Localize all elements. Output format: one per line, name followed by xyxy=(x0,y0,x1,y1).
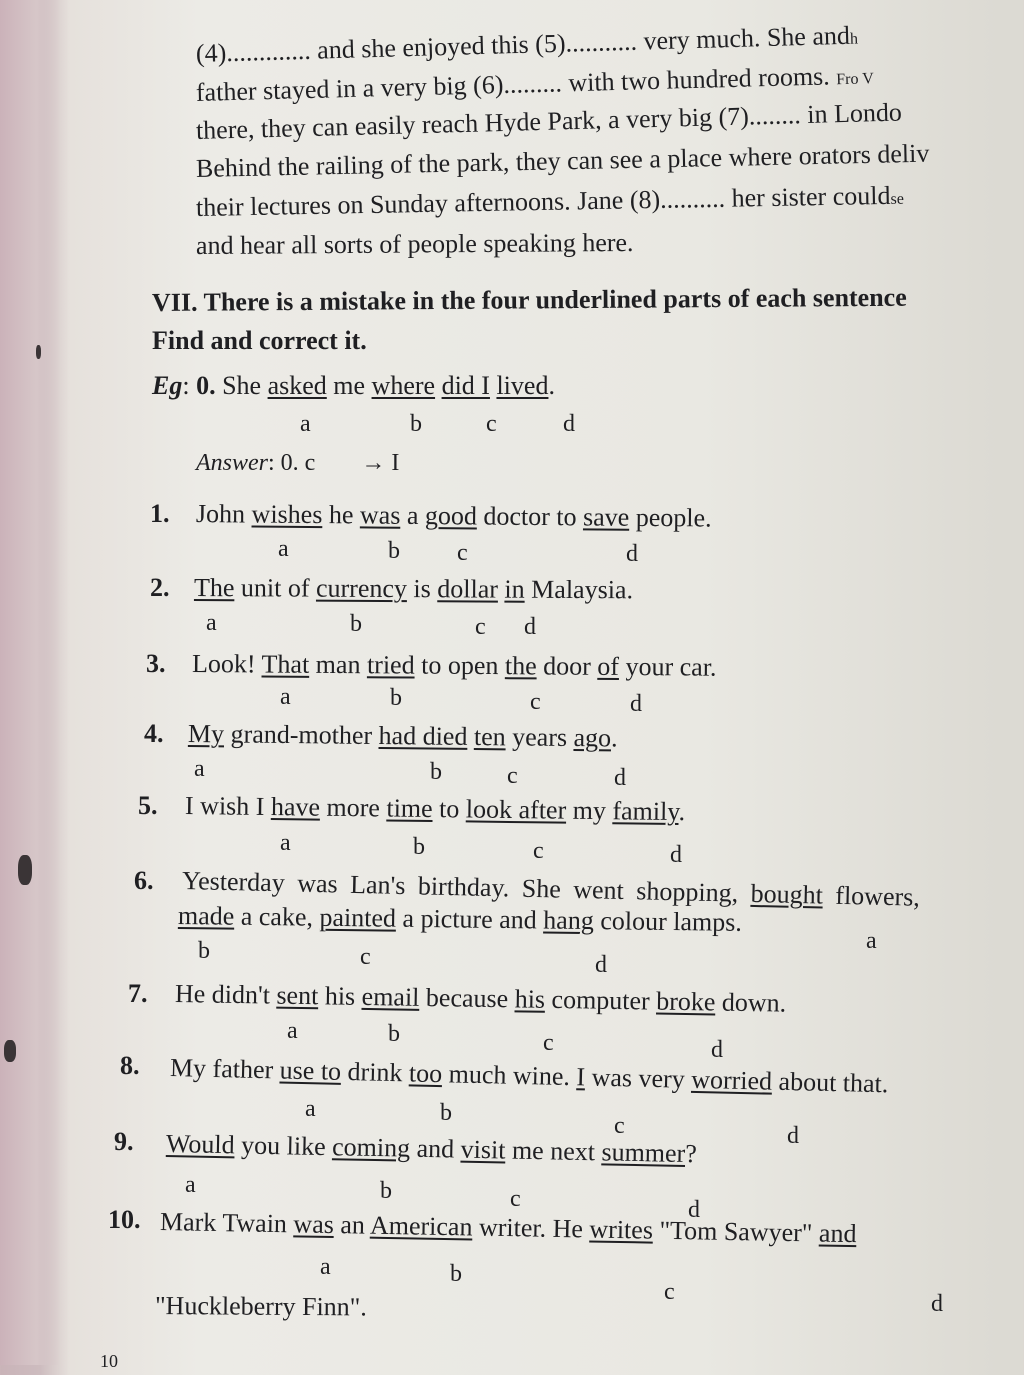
option-letter-c: c xyxy=(475,614,486,640)
sentence-text: . xyxy=(610,723,618,753)
underlined-part: his xyxy=(514,984,546,1014)
item-number: 9. xyxy=(114,1127,134,1156)
underlined-part: sent xyxy=(276,980,319,1011)
underlined-part: wishes xyxy=(251,499,323,530)
option-letter-b: b xyxy=(388,1021,400,1047)
sentence-text: flowers, xyxy=(822,880,921,912)
item-number: 7. xyxy=(128,979,148,1008)
sentence-text: down. xyxy=(715,987,787,1018)
option-letter-d: d xyxy=(614,765,626,791)
sentence-text: writer. He xyxy=(472,1212,590,1244)
underlined-part: coming xyxy=(331,1132,411,1163)
passage-line xyxy=(196,138,930,185)
option-letter-b: b xyxy=(440,1100,452,1126)
sentence-text: Mark Twain xyxy=(159,1207,294,1239)
sentence-text: I wish I xyxy=(184,791,272,822)
sentence-text: your car. xyxy=(618,651,717,682)
exercise-sentence xyxy=(175,978,787,1020)
sentence-text: years xyxy=(505,722,574,753)
underlined-part: American xyxy=(369,1210,473,1242)
sentence-text: is xyxy=(406,574,438,604)
option-letter-d: d xyxy=(711,1037,723,1063)
option-letter-c: c xyxy=(507,763,518,789)
option-letter-a: a xyxy=(320,1254,331,1280)
example-underlined-b: where xyxy=(371,371,436,400)
example-number: 0. xyxy=(196,371,216,400)
underlined-part: currency xyxy=(315,573,408,604)
option-letter-d: d xyxy=(626,541,638,567)
option-letter-a: a xyxy=(280,830,291,856)
option-letter-d: d xyxy=(630,691,642,717)
page-number: 10 xyxy=(100,1351,118,1371)
answer-correction: → I xyxy=(361,450,400,476)
sentence-text: to xyxy=(432,794,467,824)
option-letter-d: d xyxy=(524,614,536,640)
binding-mark xyxy=(18,855,32,885)
underlined-part: My xyxy=(187,719,225,749)
sentence-text: Look! xyxy=(191,649,262,679)
sentence-text: John xyxy=(195,499,252,529)
option-letter-a: a xyxy=(305,1096,316,1122)
exercise-sentence xyxy=(185,790,686,828)
underlined-part: hang xyxy=(543,905,594,936)
sentence-text: about that. xyxy=(771,1066,889,1099)
underlined-part: dollar xyxy=(437,574,499,604)
option-letter-c: c xyxy=(510,1186,521,1212)
page-edge xyxy=(0,0,60,1365)
option-letter-d: d xyxy=(688,1197,700,1223)
sentence-text: more xyxy=(319,792,387,823)
example-underlined-c: did I xyxy=(441,371,490,400)
underlined-part: broke xyxy=(655,986,716,1017)
option-letter-a: a xyxy=(287,1018,298,1044)
sentence-text: Malaysia. xyxy=(524,574,634,605)
option-letter-c: c xyxy=(533,838,544,864)
option-letter-b: b xyxy=(350,611,362,637)
underlined-part: in xyxy=(504,574,525,604)
option-letter-d: d xyxy=(787,1123,799,1149)
option-letter-b: b xyxy=(430,759,442,785)
underlined-part: have xyxy=(270,792,321,822)
underlined-part: Would xyxy=(165,1129,235,1160)
option-letter-b: b xyxy=(388,538,400,564)
exercise-sentence xyxy=(160,1206,857,1250)
underlined-part: ago xyxy=(573,723,612,753)
underlined-part: was xyxy=(359,500,401,530)
example-underlined-d: lived xyxy=(496,371,549,400)
underlined-part: save xyxy=(582,502,630,532)
underlined-part: too xyxy=(408,1058,443,1089)
item-number: 6. xyxy=(134,866,154,895)
sentence-text: . xyxy=(678,797,686,827)
exercise-sentence xyxy=(196,498,712,534)
underlined-part: email xyxy=(361,981,420,1012)
sentence-text: "Tom Sawyer" xyxy=(652,1215,820,1248)
sentence-text: man xyxy=(309,649,368,680)
example-letter-b: b xyxy=(410,411,422,437)
sentence-text: a cake, xyxy=(234,901,320,932)
underlined-part: good xyxy=(424,500,478,531)
exercise-sentence xyxy=(170,1052,889,1100)
underlined-part: the xyxy=(504,651,537,681)
sentence-text: and xyxy=(409,1133,461,1164)
binding-mark xyxy=(4,1040,16,1062)
section-heading-line-2: Find and correct it. xyxy=(152,326,367,355)
item-number: 1. xyxy=(150,499,170,528)
sentence-text: unit of xyxy=(234,573,317,603)
sentence-text: an xyxy=(333,1210,371,1240)
underlined-part: had died xyxy=(378,720,468,751)
section-heading-line-1: VII. There is a mistake in the four underlined parts of each sentence xyxy=(151,282,907,317)
sentence-text: to open xyxy=(414,650,506,681)
underlined-part: That xyxy=(261,649,310,679)
underlined-part: tried xyxy=(366,650,415,680)
answer-value: : 0. c xyxy=(268,450,316,476)
passage-line xyxy=(196,227,634,262)
answer-label: Answer xyxy=(196,450,268,476)
option-letter-a: a xyxy=(278,536,289,562)
sentence-text: much wine. xyxy=(441,1059,577,1092)
option-letter-b: b xyxy=(413,834,425,860)
option-letter-c: c xyxy=(614,1113,625,1139)
option-letter-b: b xyxy=(450,1261,462,1287)
section-instruction xyxy=(152,325,367,357)
item-number: 8. xyxy=(120,1051,140,1080)
passage-text: their lectures on Sunday afternoons. Jane (8).......... her sister could xyxy=(195,180,891,222)
underlined-part: ten xyxy=(473,721,506,752)
underlined-part: I xyxy=(576,1062,586,1092)
option-letter-d: d xyxy=(670,842,682,868)
sentence-text: He didn't xyxy=(174,979,277,1010)
option-letter-c: c xyxy=(530,689,541,715)
item-number: 10. xyxy=(108,1205,141,1234)
option-letter-c: c xyxy=(664,1279,675,1305)
underlined-part: of xyxy=(597,651,620,681)
sentence-text: he xyxy=(322,500,361,530)
example-letter-c: c xyxy=(486,411,497,437)
example-word: me xyxy=(333,371,366,400)
sentence-text: ? xyxy=(684,1138,698,1169)
passage-cutoff-text: h xyxy=(849,30,859,48)
example-underlined-a: asked xyxy=(267,371,327,400)
sentence-text: because xyxy=(419,982,515,1014)
option-letter-d: d xyxy=(595,952,607,978)
sentence-text: was very xyxy=(584,1062,692,1094)
underlined-part: time xyxy=(386,793,433,824)
underlined-part: worried xyxy=(690,1064,773,1096)
sentence-text: me next xyxy=(505,1135,602,1167)
sentence-text: a picture and xyxy=(395,903,544,935)
example-colon: : xyxy=(182,371,190,400)
option-letter-b: b xyxy=(380,1178,392,1204)
option-letter-c: c xyxy=(360,944,371,970)
option-letter-d: d xyxy=(931,1291,943,1317)
exercise-sentence xyxy=(188,718,618,754)
option-letter-a: a xyxy=(866,928,877,954)
option-letter-a: a xyxy=(185,1172,196,1198)
sentence-text: his xyxy=(318,981,362,1011)
example-label: Eg xyxy=(152,371,183,400)
underlined-part: and xyxy=(818,1218,857,1249)
exercise-sentence xyxy=(194,572,633,606)
underlined-part: The xyxy=(193,573,235,603)
sentence-text: "Huckleberry Finn". xyxy=(154,1291,367,1322)
underlined-part: was xyxy=(293,1209,335,1240)
underlined-part: painted xyxy=(319,902,397,933)
underlined-part: look after xyxy=(465,794,567,825)
option-letter-b: b xyxy=(390,685,402,711)
passage-text: there, they can easily reach Hyde Park, a very big (7)........ in Londo xyxy=(195,97,903,145)
sentence-text: Yesterday was Lan's birthday. She went shopping, xyxy=(181,866,751,908)
sentence-text: a xyxy=(400,500,426,530)
item-number: 3. xyxy=(146,649,166,678)
option-letter-a: a xyxy=(194,756,205,782)
example-letter-d: d xyxy=(563,411,575,437)
example-word: She xyxy=(222,371,262,400)
underlined-part: use to xyxy=(279,1055,342,1086)
example-period: . xyxy=(548,371,555,400)
section-heading xyxy=(152,282,907,319)
underlined-part: family xyxy=(612,796,679,827)
underlined-part: visit xyxy=(460,1134,506,1165)
exercise-sentence xyxy=(192,648,717,684)
item-number: 4. xyxy=(144,719,164,748)
option-letter-a: a xyxy=(280,684,291,710)
passage-text: Behind the railing of the park, they can see a place where orators deliv xyxy=(195,138,930,183)
item-number: 2. xyxy=(150,573,170,602)
passage-line xyxy=(196,180,904,228)
underlined-part: made xyxy=(177,901,235,931)
sentence-text: you like xyxy=(234,1130,333,1162)
sentence-text: colour lamps. xyxy=(593,906,743,937)
option-letter-c: c xyxy=(543,1030,554,1056)
item-number: 5. xyxy=(138,791,158,820)
sentence-text: door xyxy=(536,651,598,681)
passage-text: father stayed in a very big (6)......... with two hundred rooms. xyxy=(195,61,837,107)
passage-text: (4)............. and she enjoyed this (5)........... very much. She and xyxy=(195,20,851,68)
example-letter-a: a xyxy=(300,411,311,437)
sentence-text: people. xyxy=(629,502,712,533)
sentence-text: my xyxy=(566,795,613,826)
option-letter-a: a xyxy=(206,610,217,636)
exercise-sentence xyxy=(178,900,742,939)
example-answer xyxy=(196,447,399,479)
sentence-text: computer xyxy=(544,984,657,1016)
option-letter-b: b xyxy=(198,938,210,964)
binding-mark xyxy=(36,345,41,359)
sentence-text: My father xyxy=(169,1053,281,1085)
example-sentence xyxy=(152,370,555,402)
underlined-part: summer xyxy=(601,1137,686,1168)
underlined-part: writes xyxy=(589,1214,654,1245)
sentence-text: grand-mother xyxy=(223,719,379,750)
option-letter-c: c xyxy=(457,540,468,566)
exercise-sentence xyxy=(155,1290,367,1323)
sentence-text: doctor to xyxy=(476,501,584,532)
passage-cutoff-text: se xyxy=(890,190,904,208)
passage-text: and hear all sorts of people speaking here. xyxy=(195,227,634,260)
passage-cutoff-text: Fro V xyxy=(836,70,874,89)
underlined-part: bought xyxy=(750,878,824,910)
sentence-text: drink xyxy=(340,1056,410,1088)
